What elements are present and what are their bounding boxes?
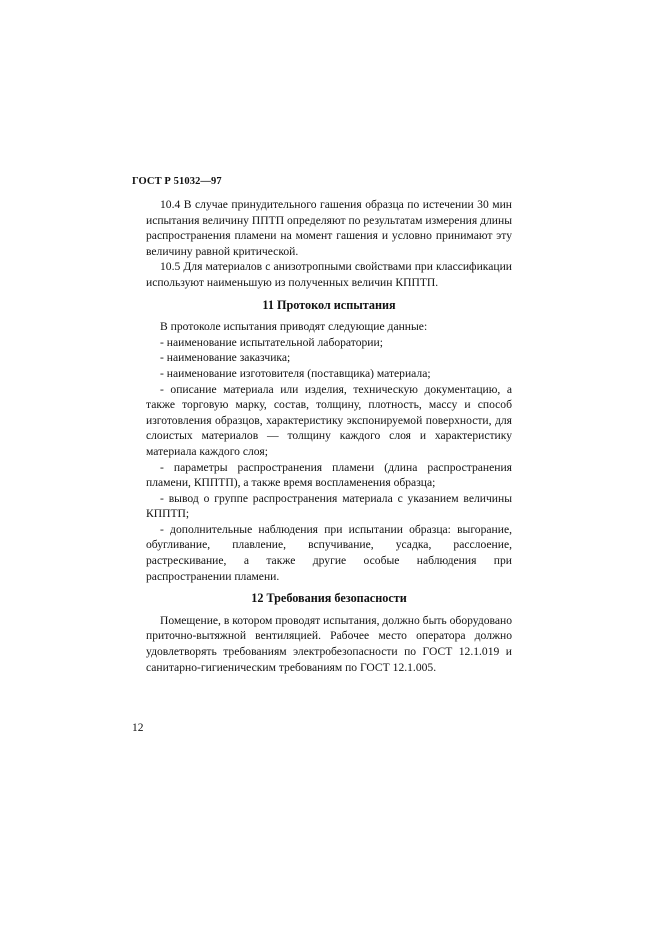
list-item: - наименование заказчика; <box>160 351 291 365</box>
document-header: ГОСТ Р 51032—97 <box>132 176 222 187</box>
paragraph-10-5: 10.5 Для материалов с анизотропными свойствами при классификации используют наименьшую из полученных величин КППТП. <box>146 260 512 289</box>
section-12-text: Помещение, в котором проводят испытания, должно быть оборудовано приточно-вытяжной вентиляцией. Рабочее место оператора должно удовлетворять требованиям электробезопасности по ГОСТ 12.1.019 и санитарно-гигиеническим требованиям по ГОСТ 12.1.005. <box>146 613 512 674</box>
paragraph-10-4: 10.4 В случае принудительного гашения образца по истечении 30 мин испытания величину ППТП определяют по результатам измерения длины распространения пламени на момент гашения и условно принимают эту величину равной критической. <box>146 198 512 258</box>
list-item: - дополнительные наблюдения при испытании образца: выгорание, обугливание, плавление, вспучивание, усадка, расслоение, растрескивание, а также другие особые наблюдения при распространении пламени. <box>146 522 512 583</box>
document-body <box>146 197 512 675</box>
list-item: - описание материала или изделия, техническую документацию, а также торговую марку, состав, толщину, плотность, массу и способ изготовления образцов, характеристику экспонируемой поверхности, для слоистых материалов — толщину каждого слоя и характеристику материала каждого слоя; <box>146 382 512 458</box>
section-12-title: 12 Требования безопасности <box>251 591 407 606</box>
page-number: 12 <box>132 722 144 734</box>
list-item: - вывод о группе распространения материала с указанием величины КППТП; <box>146 491 512 521</box>
section-11-title: 11 Протокол испытания <box>262 297 396 312</box>
list-item: - наименование испытательной лаборатории; <box>160 335 383 349</box>
list-item: - параметры распространения пламени (длина распространения пламени, КППТП), а также время воспламенения образца; <box>146 460 512 490</box>
list-item: - наименование изготовителя (поставщика) материала; <box>160 366 431 380</box>
section-11-intro: В протоколе испытания приводят следующие данные: <box>160 320 428 334</box>
